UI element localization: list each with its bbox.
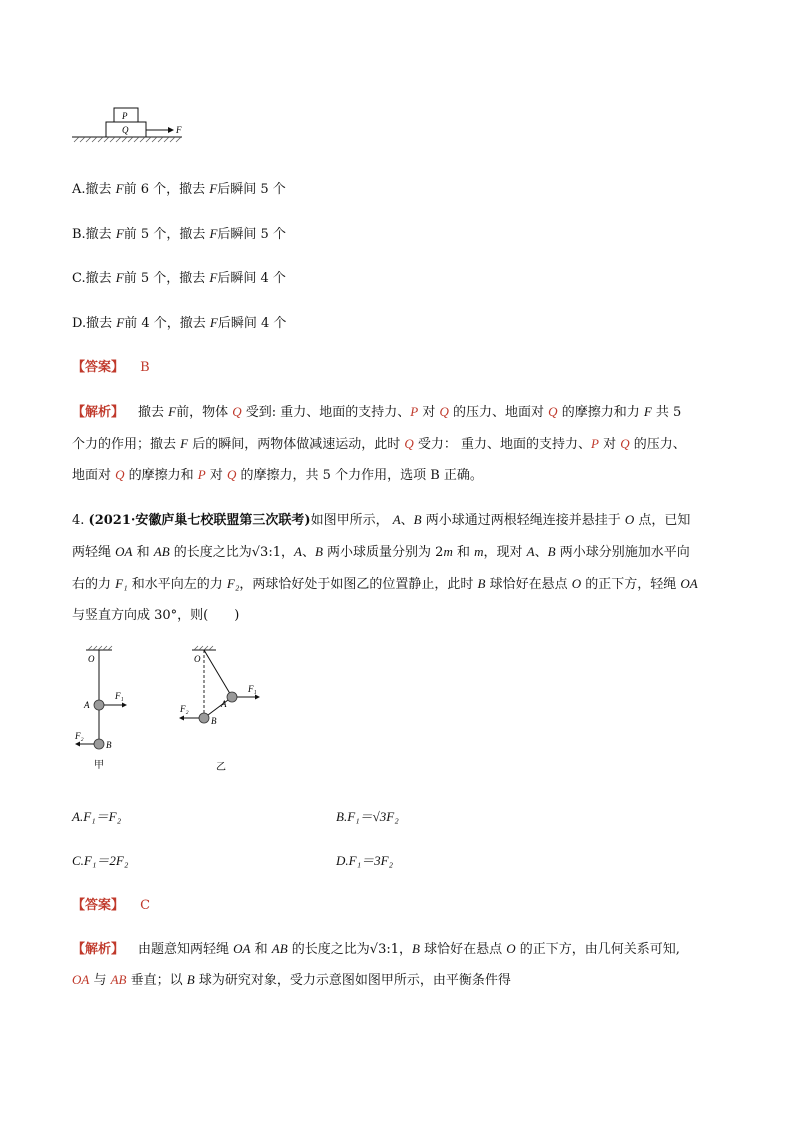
text-run: A [526,544,535,559]
text-run: 的正下方，由几何关系可知, [515,942,680,957]
text-run: O [506,941,516,956]
text-run: Q [404,436,414,451]
text-run: 的长度之比为√3:1， [287,942,412,957]
text-run: OA [233,941,251,956]
question-4-line-4 [72,604,239,623]
text-run: OA [72,972,90,987]
answer-tag: 【答案】 [72,898,125,913]
text-run: 的摩擦力和 [124,468,198,483]
text-run: F [168,404,177,419]
caption-right: 乙 [216,762,226,773]
text-run: 对 [418,405,440,420]
text-run: A [293,544,302,559]
analysis-4-line-1: 【解析】 由题意知两轻绳 OA 和 AB 的长度之比为√3:1，B 球恰好在悬点 O 的正下方，由几何关系可知, [72,941,680,957]
text-run: 撤去 [138,405,169,420]
option-3a: A.撤去 F前 6 个，撤去 F后瞬间 5 个 [72,181,286,197]
text-run: 的长度之比为√3:1， [169,545,294,560]
text-run: 球为研究对象，受力示意图如图甲所示，由平衡条件得 [194,973,511,988]
text-run: B [412,941,420,956]
text-run: B [186,972,195,987]
answer-4 [72,894,150,913]
pendulum-figure [70,644,280,774]
text-run: 、 [301,545,315,560]
option-4a: A.F₁＝F₂ [72,809,122,824]
text-run: 对 [205,468,228,483]
text-run: 和 [452,545,475,560]
analysis-3-line-2 [72,433,686,452]
force-f1-right: F₁ [248,684,257,694]
text-run: 球恰好在悬点 [419,942,507,957]
text-run: A [392,512,401,527]
text-run: 地面对 [72,468,116,483]
text-run: AB [153,544,170,559]
text-run: 与 [89,973,111,988]
analysis-3-line-3 [72,464,483,483]
ball-b-right: B [211,716,217,726]
caption-left: 甲 [94,760,104,771]
text-run: 由题意知两轻绳 [138,942,234,957]
text-run: OA [680,576,698,591]
text-run: 、 [400,513,414,528]
ball-b-left: B [106,740,112,750]
text-run: O [571,576,582,591]
text-run: O [624,512,635,527]
text-run: P [591,436,599,451]
ball-a-right: A [221,699,227,709]
text-run: 前，物体 [176,405,233,420]
text-run: Q [439,404,449,419]
analysis-4-line-2 [72,969,511,988]
question-4-line-2 [72,541,690,560]
text-run: Q [227,467,237,482]
analysis-3-line-1: 【解析】 撤去 F前，物体 Q 受到: 重力、地面的支持力、P 对 Q 的压力、地面对 Q 的摩擦力和力 F 共 5 [72,404,682,420]
text-run: AB [271,941,288,956]
text-run: 受力： 重力、地面的支持力、 [413,437,592,452]
answer-value: C [140,898,151,913]
block-p-label: P [122,111,128,121]
text-run: 的摩擦力，共 5 个力作用，选项 B 正确。 [236,468,483,483]
text-run: Q [232,404,242,419]
text-run: 球恰好在悬点 [485,577,572,592]
text-run: Q [620,436,630,451]
answer-value: B [140,360,150,375]
text-run: 的正下方，轻绳 [581,577,681,592]
option-4b: B.F₁＝√3F₂ [336,809,399,824]
text-run: B [413,512,422,527]
text-run: P [410,404,419,419]
text-run: 两轻绳 [72,545,116,560]
text-run: 和水平向左的力 [127,577,227,592]
option-4c: C.F₁＝2F₂ [72,853,129,868]
blocks-figure [70,104,190,146]
text-run: F₂ [226,576,240,591]
text-run: 两小球通过两根轻绳连接并悬挂于 [421,513,625,528]
text-run: OA [115,544,133,559]
text-run: 点，已知 [634,513,691,528]
text-run: 的压力、 [629,437,686,452]
text-run: 如图甲所示， [310,513,393,528]
text-run: 、 [534,545,548,560]
text-run: m [474,544,484,559]
text-run: ，现对 [483,545,527,560]
text-run: Q [548,404,558,419]
option-4d: D.F₁＝3F₂ [336,853,394,868]
text-run: 个力的作用；撤去 [72,437,181,452]
text-run: 4. [72,513,89,528]
point-o-left: O [88,654,95,664]
text-run: 和 [132,545,154,560]
text-run: F [643,404,652,419]
text-run: 后的瞬间，两物体做减速运动，此时 [188,437,405,452]
text-run: (2021·安徽庐巢七校联盟第三次联考) [88,513,311,528]
text-run: ，两球恰好处于如图乙的位置静止，此时 [239,577,478,592]
text-run: AB [110,972,127,987]
force-f2-right: F₂ [180,704,189,714]
point-o-right: O [194,654,201,664]
text-run: 两小球质量分别为 2 [322,545,444,560]
text-run: 的压力、地面对 [448,405,549,420]
option-3c: C.撤去 F前 5 个，撤去 F后瞬间 4 个 [72,270,286,286]
text-run: Q [115,467,125,482]
text-run: 对 [598,437,621,452]
text-run: m [443,544,453,559]
text-run: 两小球分别施加水平向 [555,545,690,560]
option-3d: D.撤去 F前 4 个，撤去 F后瞬间 4 个 [72,315,287,331]
option-3b: B.撤去 F前 5 个，撤去 F后瞬间 5 个 [72,226,286,242]
text-run: 右的力 [72,577,116,592]
answer-tag: 【答案】 [72,360,125,375]
text-run: F [180,436,189,451]
ball-a-left: A [84,700,90,710]
force-f2-left: F₂ [75,731,84,741]
text-run: F₁ [115,576,128,591]
text-run: B [477,576,486,591]
text-run: B [547,544,556,559]
force-f-label: F [176,125,182,135]
text-run: 和 [250,942,272,957]
text-run: P [197,467,206,482]
force-f1-left: F₁ [115,691,124,701]
text-run: 受到: 重力、地面的支持力、 [241,405,411,420]
answer-3 [72,356,150,375]
question-4-line-3 [72,573,698,592]
text-run: B [314,544,323,559]
text-run: 的摩擦力和力 [557,405,644,420]
question-4-line-1 [72,509,690,528]
text-run: 垂直；以 [126,973,187,988]
text-run: 与竖直方向成 30°，则( ) [72,608,240,623]
text-run: 共 5 [651,405,682,420]
block-q-label: Q [122,125,129,135]
